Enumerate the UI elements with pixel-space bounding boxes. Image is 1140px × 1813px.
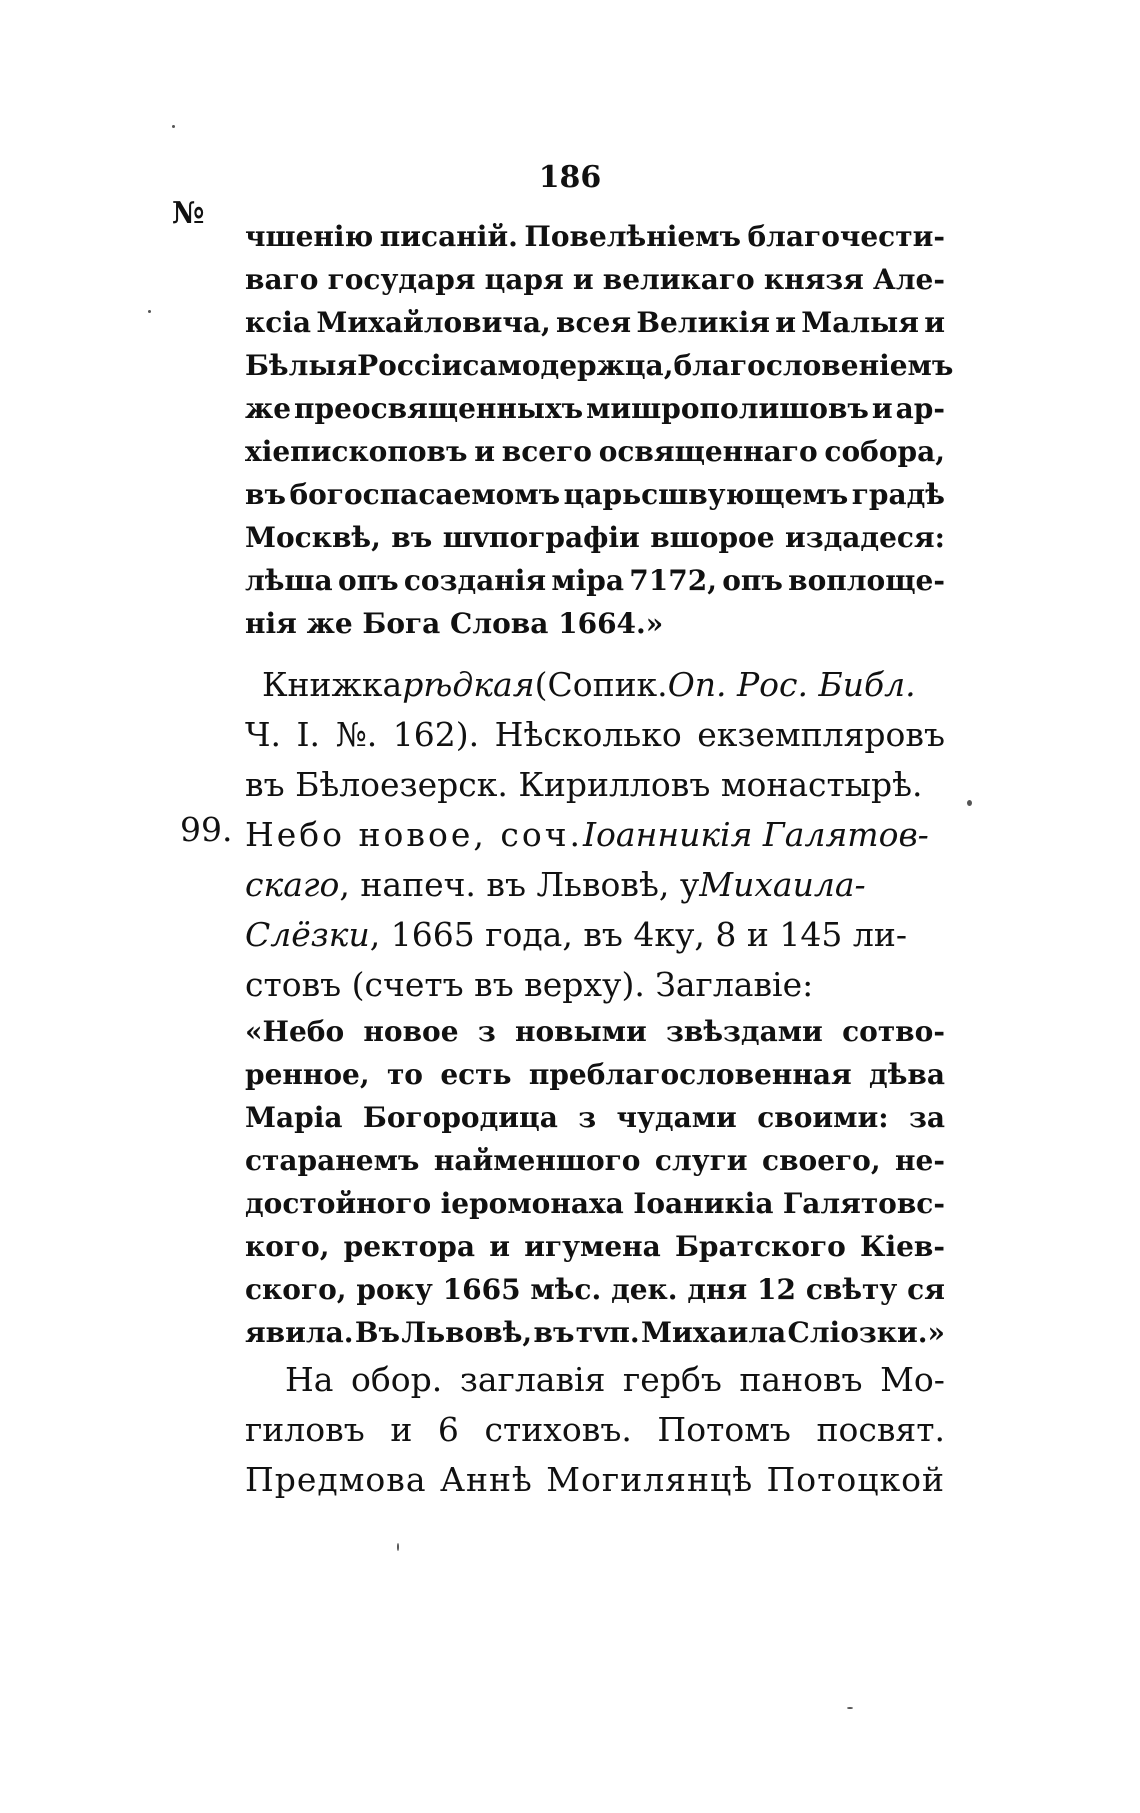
closing-paragraph <box>245 1405 945 1505</box>
quote-1-line: въ богоспасаемомъ царьсшвующемъ градѣ <box>245 478 945 511</box>
note-text: Книжка <box>262 665 403 704</box>
entry-99-heading <box>245 810 945 1010</box>
scan-speck <box>847 1707 853 1709</box>
note-line: въ Бѣлоезерск. Кирилловъ монастырѣ. <box>245 765 923 804</box>
quote-1-line: чшенію писаній. Повелѣніемъ благочести- <box>245 220 945 253</box>
entry-author: скаго <box>245 865 340 904</box>
quote-2-line: ского, року 1665 мѣс. дек. дня 12 свѣту ся <box>245 1273 945 1306</box>
note-italic: рѣдкая <box>402 665 535 704</box>
quote-2-line: Маріа Богородица з чудами своими: за <box>245 1101 945 1134</box>
closing-line-first <box>285 1355 945 1405</box>
closing-line: гиловъ и 6 стиховъ. Потомъ посвят. <box>245 1410 945 1449</box>
quote-block-1 <box>245 215 954 645</box>
quote-block-2 <box>245 1010 945 1354</box>
quote-1-line: лѣша опъ созданія міра 7172, опъ воплоще- <box>245 564 945 597</box>
quote-1-line: же преосвященныхъ мишрополишовъ и ар- <box>245 392 945 425</box>
note-paragraph <box>262 660 945 710</box>
quote-1-line: хіепископовъ и всего освященнаго собора, <box>245 435 945 468</box>
quote-1-line: Москвѣ, въ шvпографіи вшорое издадеся: <box>245 521 945 554</box>
note-paragraph-cont <box>245 710 945 810</box>
entry-number: 99. <box>180 810 233 849</box>
closing-line: Предмова Аннѣ Могилянцѣ Потоцкой <box>245 1460 945 1499</box>
scan-speck <box>148 310 151 313</box>
scan-speck <box>397 1543 399 1551</box>
quote-1-line: нія же Бога Слова 1664.» <box>245 607 664 640</box>
entry-text: , 1665 года, въ 4ку, 8 и 145 ли- <box>369 915 907 954</box>
margin-number-mark: № <box>172 196 205 231</box>
entry-printer: Михаила- <box>699 865 866 904</box>
quote-2-line: достойного іеромонаха Іоаникіа Галятовс- <box>245 1187 945 1220</box>
entry-author: Іоанникія Галятов- <box>583 815 929 854</box>
quote-2-line: «Небо новое з новыми звѣздами сотво- <box>245 1015 945 1048</box>
scan-speck <box>172 125 175 128</box>
quote-2-line: явила. Въ Львовѣ, въ тvп. Михаила Сліозки.» <box>245 1316 945 1349</box>
scan-speck <box>967 800 972 806</box>
page-number: 186 <box>538 160 602 195</box>
entry-line <box>245 810 945 860</box>
closing-line: На обор. заглавія гербъ пановъ Мо- <box>285 1360 945 1399</box>
entry-text: , напеч. въ Львовѣ, у <box>339 865 700 904</box>
quote-1-line: ксіа Михайловича, всея Великія и Малыя и <box>245 306 945 339</box>
entry-line: стовъ (счетъ въ верху). Заглавіе: <box>245 965 814 1004</box>
quote-1-line: ваго государя царя и великаго князя Але- <box>245 263 945 296</box>
quote-2-line: кого, ректора и игумена Братского Кіев- <box>245 1230 945 1263</box>
entry-printer: Слёзки <box>245 915 370 954</box>
entry-line <box>245 860 945 910</box>
quote-1-line: Бѣлыя Россіи самодержца, благословеніемъ <box>245 349 954 382</box>
quote-2-line: ренное, то есть преблагословенная дѣва <box>245 1058 945 1091</box>
note-line: Ч. I. №. 162). Нѣсколько екземпляровъ <box>245 715 945 754</box>
entry-line <box>245 910 945 960</box>
note-line <box>262 660 945 710</box>
note-italic: Оп. Рос. Библ. <box>667 665 916 704</box>
quote-2-line: старанемъ найменшого слуги своего, не- <box>245 1144 945 1177</box>
note-text: (Сопик. <box>534 665 668 704</box>
entry-title: Небо новое, соч. <box>245 815 584 854</box>
